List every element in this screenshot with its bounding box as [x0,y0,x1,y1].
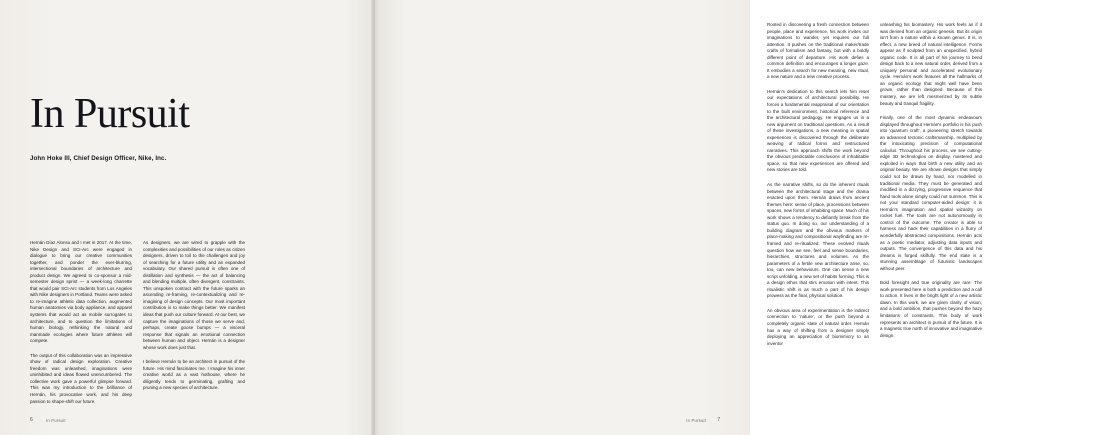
title-block [30,92,330,163]
folio-left: 6 [30,417,33,423]
text-column [143,240,245,405]
paragraph: An obvious area of experimentation is the indirect connection to 'nature', or the push beyond a completely organic state of natural order. Hernán has a way of shifting from a designer simply deploying an appreciation of biomimicry to an inventor [767,307,869,346]
text-column [880,22,982,347]
byline: John Hoke III, Chief Design Officer, Nike, Inc. [30,155,167,162]
text-column [30,240,132,405]
running-head-left: In Pursuit [46,418,66,423]
paragraph: Finally, one of the most dynamic endeavours displayed throughout Hernán's portfolio is his push into 'quantum craft', a pioneering stretch towards an advanced tectonic craftsmanship, multiplied by the intoxicating precision of computational calculus. Throughout his process, we see cutting-edge 3D technologies on display, mastered and exploited in ways that birth a new utility and an original beauty. We are shown designs that simply could not be drawn by hand, nor modelled in traditional media. They must be generated and modified in a dizzying, progressive sequence that hand tools alone simply could not summon. This is not your standard computer-aided design: it is Hernán's imagination and spatial wizardry on rocket fuel. The tools are not autonomously in control of the outcome. The creator is able to harness and hack their capabilities in a flurry of wonderfully abstracted compositions. Hernán acts as a poetic mediator, adjusting data inputs and outputs. The convergence of this data and his dreams is forged skilfully. The end state is a stunning assemblage of futuristic landscapes without peer. [880,115,982,271]
paragraph: I believe Hernán to be an architect in pursuit of the future. His mind fascinates me. I imagine his inner creative world as a vast hothouse, where he diligently tends to germinating, grafting and pruning a new species of architecture. [143,359,245,391]
left-page-columns [30,240,360,405]
page-right [375,0,982,435]
page-left [0,0,375,435]
paragraph: Bold foresight and true originality are rare. The work presented here is both a prediction and a call to action. It lives in the bright light of a new artistic dawn. In this work, we are given clarity of vision, and a bold ambition, that pushes beyond the hazy limitations of constraints. This body of work represents an architect in pursuit of the future. It is a magnetic true north of innovative and imaginative design. [880,280,982,338]
paragraph: The output of this collaboration was an impressive show of radical design exploration. Creative freedom was unleashed, imaginations were uninhibited and ideas flowed unencumbered. The collective work gave a powerful glimpse forward. This was my introduction to the brilliance of Hernán, his provocative work, and his deep passion to shape-shift our future. [30,352,132,404]
paragraph: Rooted in discovering a fresh connection between people, place and experience, his work invites our imaginations to wander, yet requires our full attention. It pushes on the traditional maker/trade crafts of formalism and fantasy, but with a boldly different point of departure. His work defies a common definition and encourages a longer gaze. It embodies a search for new meaning, new ritual, a new nature and a new creative process. [767,22,869,80]
paragraph: As the narrative shifts, so do the inherent rituals between the architectural stage and the drama enacted upon them. Hernán draws from ancient themes here: sense of place, processions between spaces, new forms of inhabiting space. Much of his work shows a tendency to defiantly break from the status quo. In doing so, our understanding of a building diagram and the obvious markers of place-making and compositional wayfinding are re-framed and re-ritualized. These evolved rituals question how we see, feel and sense boundaries, hierarchies, structures and volumes. As the parameters of a fertile new architecture arise, so, too, can new behaviours. One can sense a new script unfolding, a new set of habits forming. This is a design ethos that stirs emotion with intent. This ritualistic shift is as much a part of his design prowess as the final, physical solution. [767,182,869,299]
text-column [256,240,358,405]
text-column [993,22,1095,347]
paragraph: Hernán Díaz Alonso and I met in 2017. At the time, Nike Design and SCI-Arc were engaged in dialogue to bring our creative communities together, and ponder the ever-blurring, intersectional boundaries of architecture and product design. We agreed to co-sponsor a mid-semester design sprint — a week-long charrette that would pair SCI-Arc students from Los Angeles with Nike designers in Portland. Teams were asked to re-imagine athletic data collection, augmented human anatomies via body appliance, and apparel systems that would act as mobile surrogates to architecture, and to question the limitations of human biology, rethinking the natural and manmade ecologies where future athletes will compete. [30,240,132,344]
running-head-right: In Pursuit [686,418,706,423]
text-column [767,22,869,347]
paragraph: As designers, we are wired to grapple with the complexities and possibilities of our roles as citizen designers, driven to toil to the challenges and joy of searching for a future utility and an expanded vocabulary. Our shared pursuit is often one of distillation and synthesis — the act of balancing and blending multiple, often divergent, constraints. This unspoken contract with the future sparks an ascending re-framing, re-contextualizing and re-imagining of design concepts. Our most important contribution is to make things better. We manifest ideas that push our culture forward. At our best, we capture the imaginations of those we serve and, perhaps, create goose bumps — a visceral response that signals an emotional connection between human and object. Hernán is a designer whose work does just that. [143,240,245,350]
paragraph: unleashing his biomastery. His work feels as if it was derived from an organic genesis. But its origin isn't from a nature within a known genus. It is, in effect, a new breed of natural intelligence. Forms appear as if sculpted from an unspecified, hybrid organic code. It is all part of his journey to bend design back to a new natural order, derived from a uniquely personal and accelerated evolutionary cycle. Hernán's work features all the hallmarks of an organic ecology that might well have been grown, rather than designed. Because of this mastery, we are left mesmerized by its subtle beauty and tranquil fragility. [880,22,982,106]
paragraph: Hernán's dedication to this search lets him reset our expectations of architectural possibility. He forces a fundamental reappraisal of our orientation to the built environment, historical reference and the architectural pedagogy. He engages us in a new argument on traditional questions. As a result of these investigations, a new meaning in spatial experiences is discovered through the deliberate weaving of radical forms and restructured narratives. This approach shifts the work beyond the obvious predictable conclusions of inhabitable space, so that new experiences are offered and new stories are told. [767,88,869,173]
folio-right: 7 [717,417,720,423]
right-page-columns [767,22,1097,347]
page-title: In Pursuit [30,91,190,137]
